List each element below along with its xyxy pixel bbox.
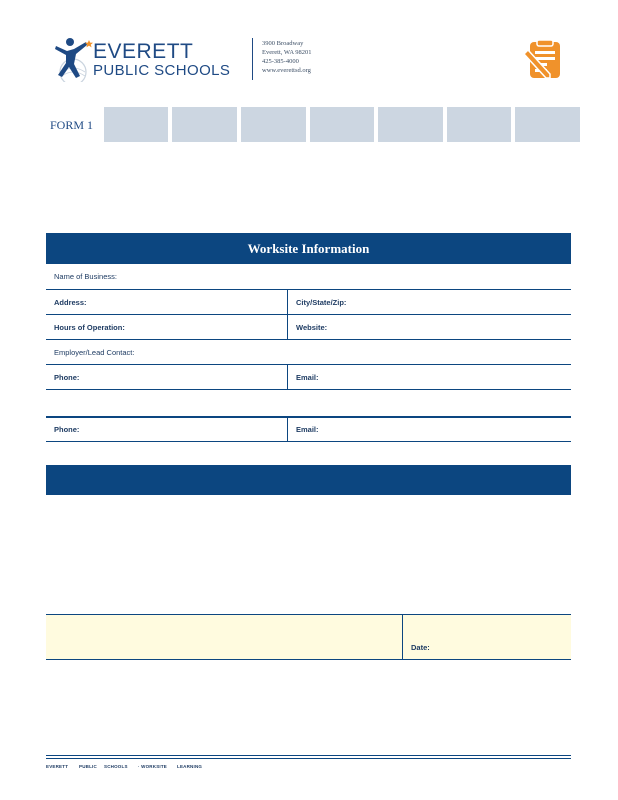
phone-field-2[interactable]: Phone: [54,425,80,434]
row-employer-contact[interactable] [46,340,571,365]
form-tab-5[interactable] [378,107,443,142]
email-field-1[interactable]: Email: [296,372,319,382]
date-field[interactable]: Date: [411,643,430,652]
row-hours-website [46,315,571,340]
logo-text-public-schools: PUBLIC SCHOOLS [93,62,231,79]
logo-text-everett: EVERETT [93,40,194,63]
form-number-label: FORM 1 [50,118,94,132]
footer-word-everett: EVERETT [46,764,69,769]
row-phone-email-2 [46,418,571,442]
address-phone: 425-385-4000 [262,58,299,65]
footer-rule-bottom [46,758,571,759]
footer-word-worksite: · WORKSITE [138,764,167,769]
signature-divider [402,615,403,659]
signature-box[interactable] [46,614,571,660]
form-tab-4[interactable] [310,107,374,142]
row-divider [287,418,288,441]
address-street: 3900 Broadway [262,40,304,47]
second-section-title [46,465,571,495]
district-address [262,39,312,75]
footer-word-schools: SCHOOLS [104,764,128,769]
form-tab-7[interactable] [515,107,580,142]
phone-field-1[interactable]: Phone: [54,372,80,382]
footer-word-public: PUBLIC [79,764,97,769]
row-address [46,290,571,315]
address-field[interactable]: Address: [54,297,87,307]
hours-of-operation-field[interactable]: Hours of Operation: [54,322,125,332]
second-section-header [46,465,571,495]
form-tab-2[interactable] [172,107,237,142]
row-divider [287,365,288,389]
worksite-section-header [46,233,571,264]
student-figure-icon [52,36,94,82]
header-divider [252,38,253,80]
footer-rule-top [46,755,571,756]
email-field-2[interactable]: Email: [296,425,319,434]
row-divider [287,315,288,339]
address-website: www.everettsd.org [262,67,311,74]
form-edit-icon [522,40,568,80]
row-divider [287,290,288,314]
row-phone-email-1 [46,365,571,390]
form-tab-1[interactable] [104,107,168,142]
footer-word-learning: LEARNING [177,764,203,769]
employer-lead-contact-label: Employer/Lead Contact: [54,347,135,357]
address-city: Everett, WA 98201 [262,49,312,56]
name-of-business-label: Name of Business: [54,272,117,281]
worksite-section-title: Worksite Information [247,240,370,256]
website-field[interactable]: Website: [296,322,328,332]
form-tab-6[interactable] [447,107,511,142]
form-tab-3[interactable] [241,107,306,142]
row-name-of-business[interactable] [46,264,571,290]
city-state-zip-field[interactable]: City/State/Zip: [296,297,347,307]
